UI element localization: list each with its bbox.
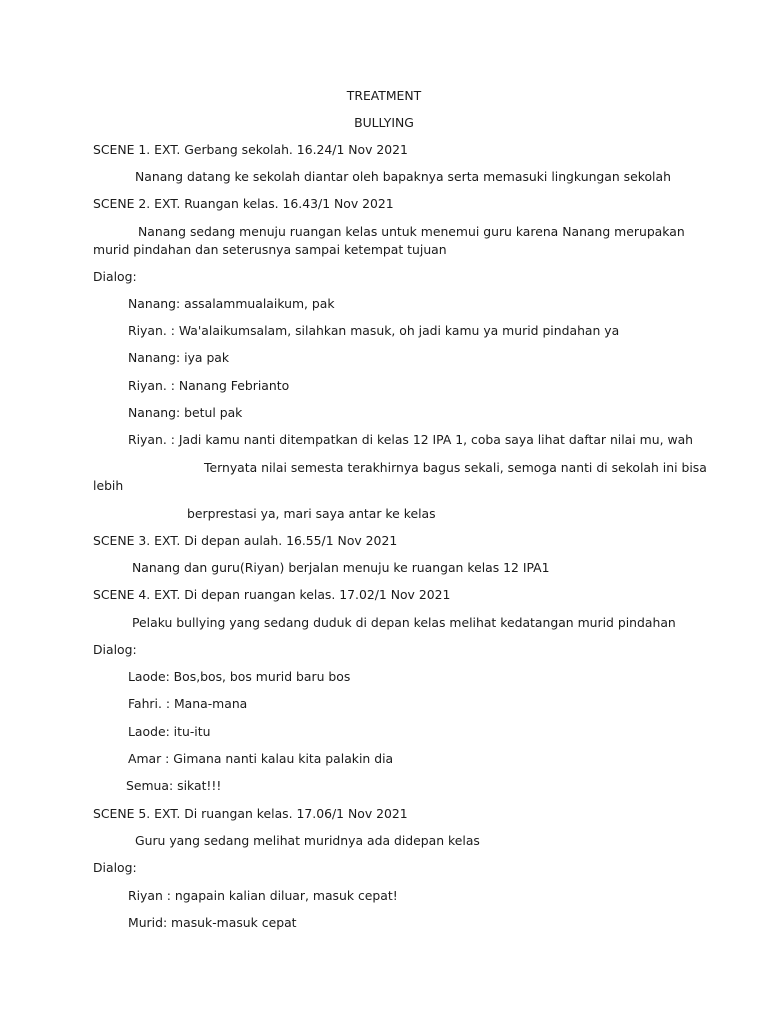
scene-heading: SCENE 4. EXT. Di depan ruangan kelas. 17.02/1 Nov 2021 bbox=[93, 587, 451, 602]
dialog-line: Amar : Gimana nanti kalau kita palakin dia bbox=[128, 751, 394, 766]
scene-description: Pelaku bullying yang sedang duduk di depan kelas melihat kedatangan murid pindahan bbox=[132, 615, 676, 630]
dialog-line: Nanang: assalammualaikum, pak bbox=[128, 296, 335, 311]
dialog-label: Dialog: bbox=[93, 860, 137, 875]
document-title: TREATMENT bbox=[346, 88, 422, 103]
scene-description: murid pindahan dan seterusnya sampai ketempat tujuan bbox=[93, 242, 447, 257]
dialog-line: Riyan. : Nanang Febrianto bbox=[128, 378, 290, 393]
scene-description: Nanang sedang menuju ruangan kelas untuk menemui guru karena Nanang merupakan bbox=[138, 224, 685, 239]
dialog-line: Nanang: iya pak bbox=[128, 350, 230, 365]
dialog-line: Fahri. : Mana-mana bbox=[128, 696, 248, 711]
scene-description: Nanang datang ke sekolah diantar oleh bapaknya serta memasuki lingkungan sekolah bbox=[135, 169, 671, 184]
dialog-line: Murid: masuk-masuk cepat bbox=[128, 915, 297, 930]
dialog-line: Riyan. : Wa'alaikumsalam, silahkan masuk, oh jadi kamu ya murid pindahan ya bbox=[128, 323, 620, 338]
dialog-line: Laode: Bos,bos, bos murid baru bos bbox=[128, 669, 351, 684]
scene-description: Nanang dan guru(Riyan) berjalan menuju ke ruangan kelas 12 IPA1 bbox=[132, 560, 550, 575]
dialog-line: Ternyata nilai semesta terakhirnya bagus sekali, semoga nanti di sekolah ini bisa bbox=[204, 460, 707, 475]
scene-heading: SCENE 1. EXT. Gerbang sekolah. 16.24/1 Nov 2021 bbox=[93, 142, 408, 157]
dialog-line: Riyan. : Jadi kamu nanti ditempatkan di kelas 12 IPA 1, coba saya lihat daftar nilai mu, wah bbox=[128, 432, 694, 447]
scene-heading: SCENE 3. EXT. Di depan aulah. 16.55/1 Nov 2021 bbox=[93, 533, 398, 548]
dialog-line: Nanang: betul pak bbox=[128, 405, 243, 420]
dialog-label: Dialog: bbox=[93, 269, 137, 284]
dialog-line: Laode: itu-itu bbox=[128, 724, 211, 739]
scene-heading: SCENE 2. EXT. Ruangan kelas. 16.43/1 Nov 2021 bbox=[93, 196, 394, 211]
scene-description: Guru yang sedang melihat muridnya ada didepan kelas bbox=[135, 833, 480, 848]
dialog-label: Dialog: bbox=[93, 642, 137, 657]
dialog-line: berprestasi ya, mari saya antar ke kelas bbox=[187, 506, 436, 521]
dialog-line: lebih bbox=[93, 478, 124, 493]
dialog-line: Semua: sikat!!! bbox=[126, 778, 222, 793]
document-subtitle: BULLYING bbox=[354, 115, 414, 130]
scene-heading: SCENE 5. EXT. Di ruangan kelas. 17.06/1 Nov 2021 bbox=[93, 806, 408, 821]
dialog-line: Riyan : ngapain kalian diluar, masuk cepat! bbox=[128, 888, 398, 903]
